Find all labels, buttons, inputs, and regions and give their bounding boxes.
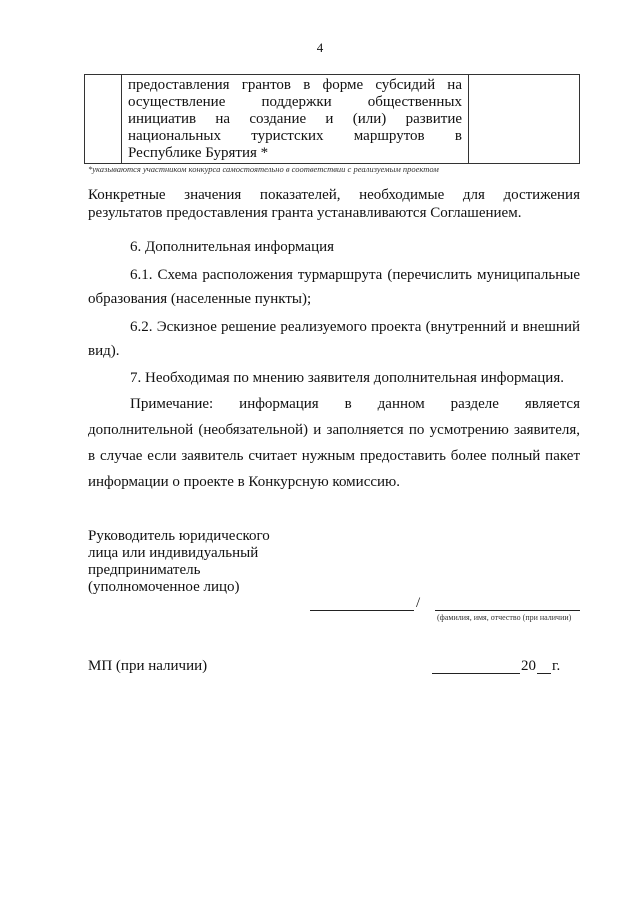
table-line: национальных туристских маршрутов в bbox=[128, 128, 462, 144]
table-line: Республике Бурятия * bbox=[128, 145, 269, 161]
continued-table bbox=[84, 74, 580, 164]
signature-line bbox=[310, 610, 414, 611]
signer-role-line2: лица или индивидуальный bbox=[88, 545, 259, 561]
note-line2: дополнительной (необязательной) и заполняется по усмотрению заявителя, bbox=[88, 422, 580, 438]
note-line3: в случае если заявитель считает нужным предоставить более полный пакет bbox=[88, 448, 580, 464]
table-cell-text bbox=[122, 75, 469, 164]
footnote: *указываются участником конкурса самостоятельно в соответствии с реализуемым проектом bbox=[88, 164, 439, 174]
paragraph-indicators-line1: Конкретные значения показателей, необходимые для достижения bbox=[88, 187, 580, 203]
stamp-label: МП (при наличии) bbox=[88, 658, 208, 674]
signer-role-line1: Руководитель юридического bbox=[88, 528, 270, 544]
date-suffix: г. bbox=[552, 658, 561, 674]
signer-role-line3: предприниматель bbox=[88, 562, 201, 578]
note-line4: информации о проекте в Конкурсную комиссию. bbox=[88, 474, 400, 490]
table-cell-number bbox=[85, 75, 122, 164]
signer-role-line4: (уполномоченное лицо) bbox=[88, 579, 240, 595]
page-number: 4 bbox=[316, 40, 324, 55]
date-year: 20 bbox=[521, 658, 536, 674]
section-6-heading: 6. Дополнительная информация bbox=[130, 239, 335, 255]
table-line: осуществление поддержки общественных bbox=[128, 94, 462, 110]
section-6-2-line1: 6.2. Эскизное решение реализуемого проекта (внутренний и внешний bbox=[130, 319, 580, 335]
table-line: предоставления грантов в форме субсидий на bbox=[128, 77, 462, 93]
date-year-line bbox=[537, 673, 551, 674]
section-6-2-line2: вид). bbox=[88, 343, 120, 359]
paragraph-indicators-line2: результатов предоставления гранта устанавливаются Соглашением. bbox=[88, 205, 522, 221]
name-caption: (фамилия, имя, отчество (при наличии) bbox=[437, 613, 572, 622]
name-line bbox=[435, 610, 580, 611]
signature-slash: / bbox=[416, 595, 421, 611]
section-6-1-line2: образования (населенные пункты); bbox=[88, 291, 312, 307]
table-cell-value bbox=[469, 75, 580, 164]
section-6-1-line1: 6.1. Схема расположения турмаршрута (перечислить муниципальные bbox=[130, 267, 580, 283]
date-line bbox=[432, 673, 520, 674]
note-line1: Примечание: информация в данном разделе является bbox=[130, 396, 580, 412]
table-line: инициатив на создание и (или) развитие bbox=[128, 111, 462, 127]
section-7: 7. Необходимая по мнению заявителя дополнительная информация. bbox=[130, 370, 564, 386]
